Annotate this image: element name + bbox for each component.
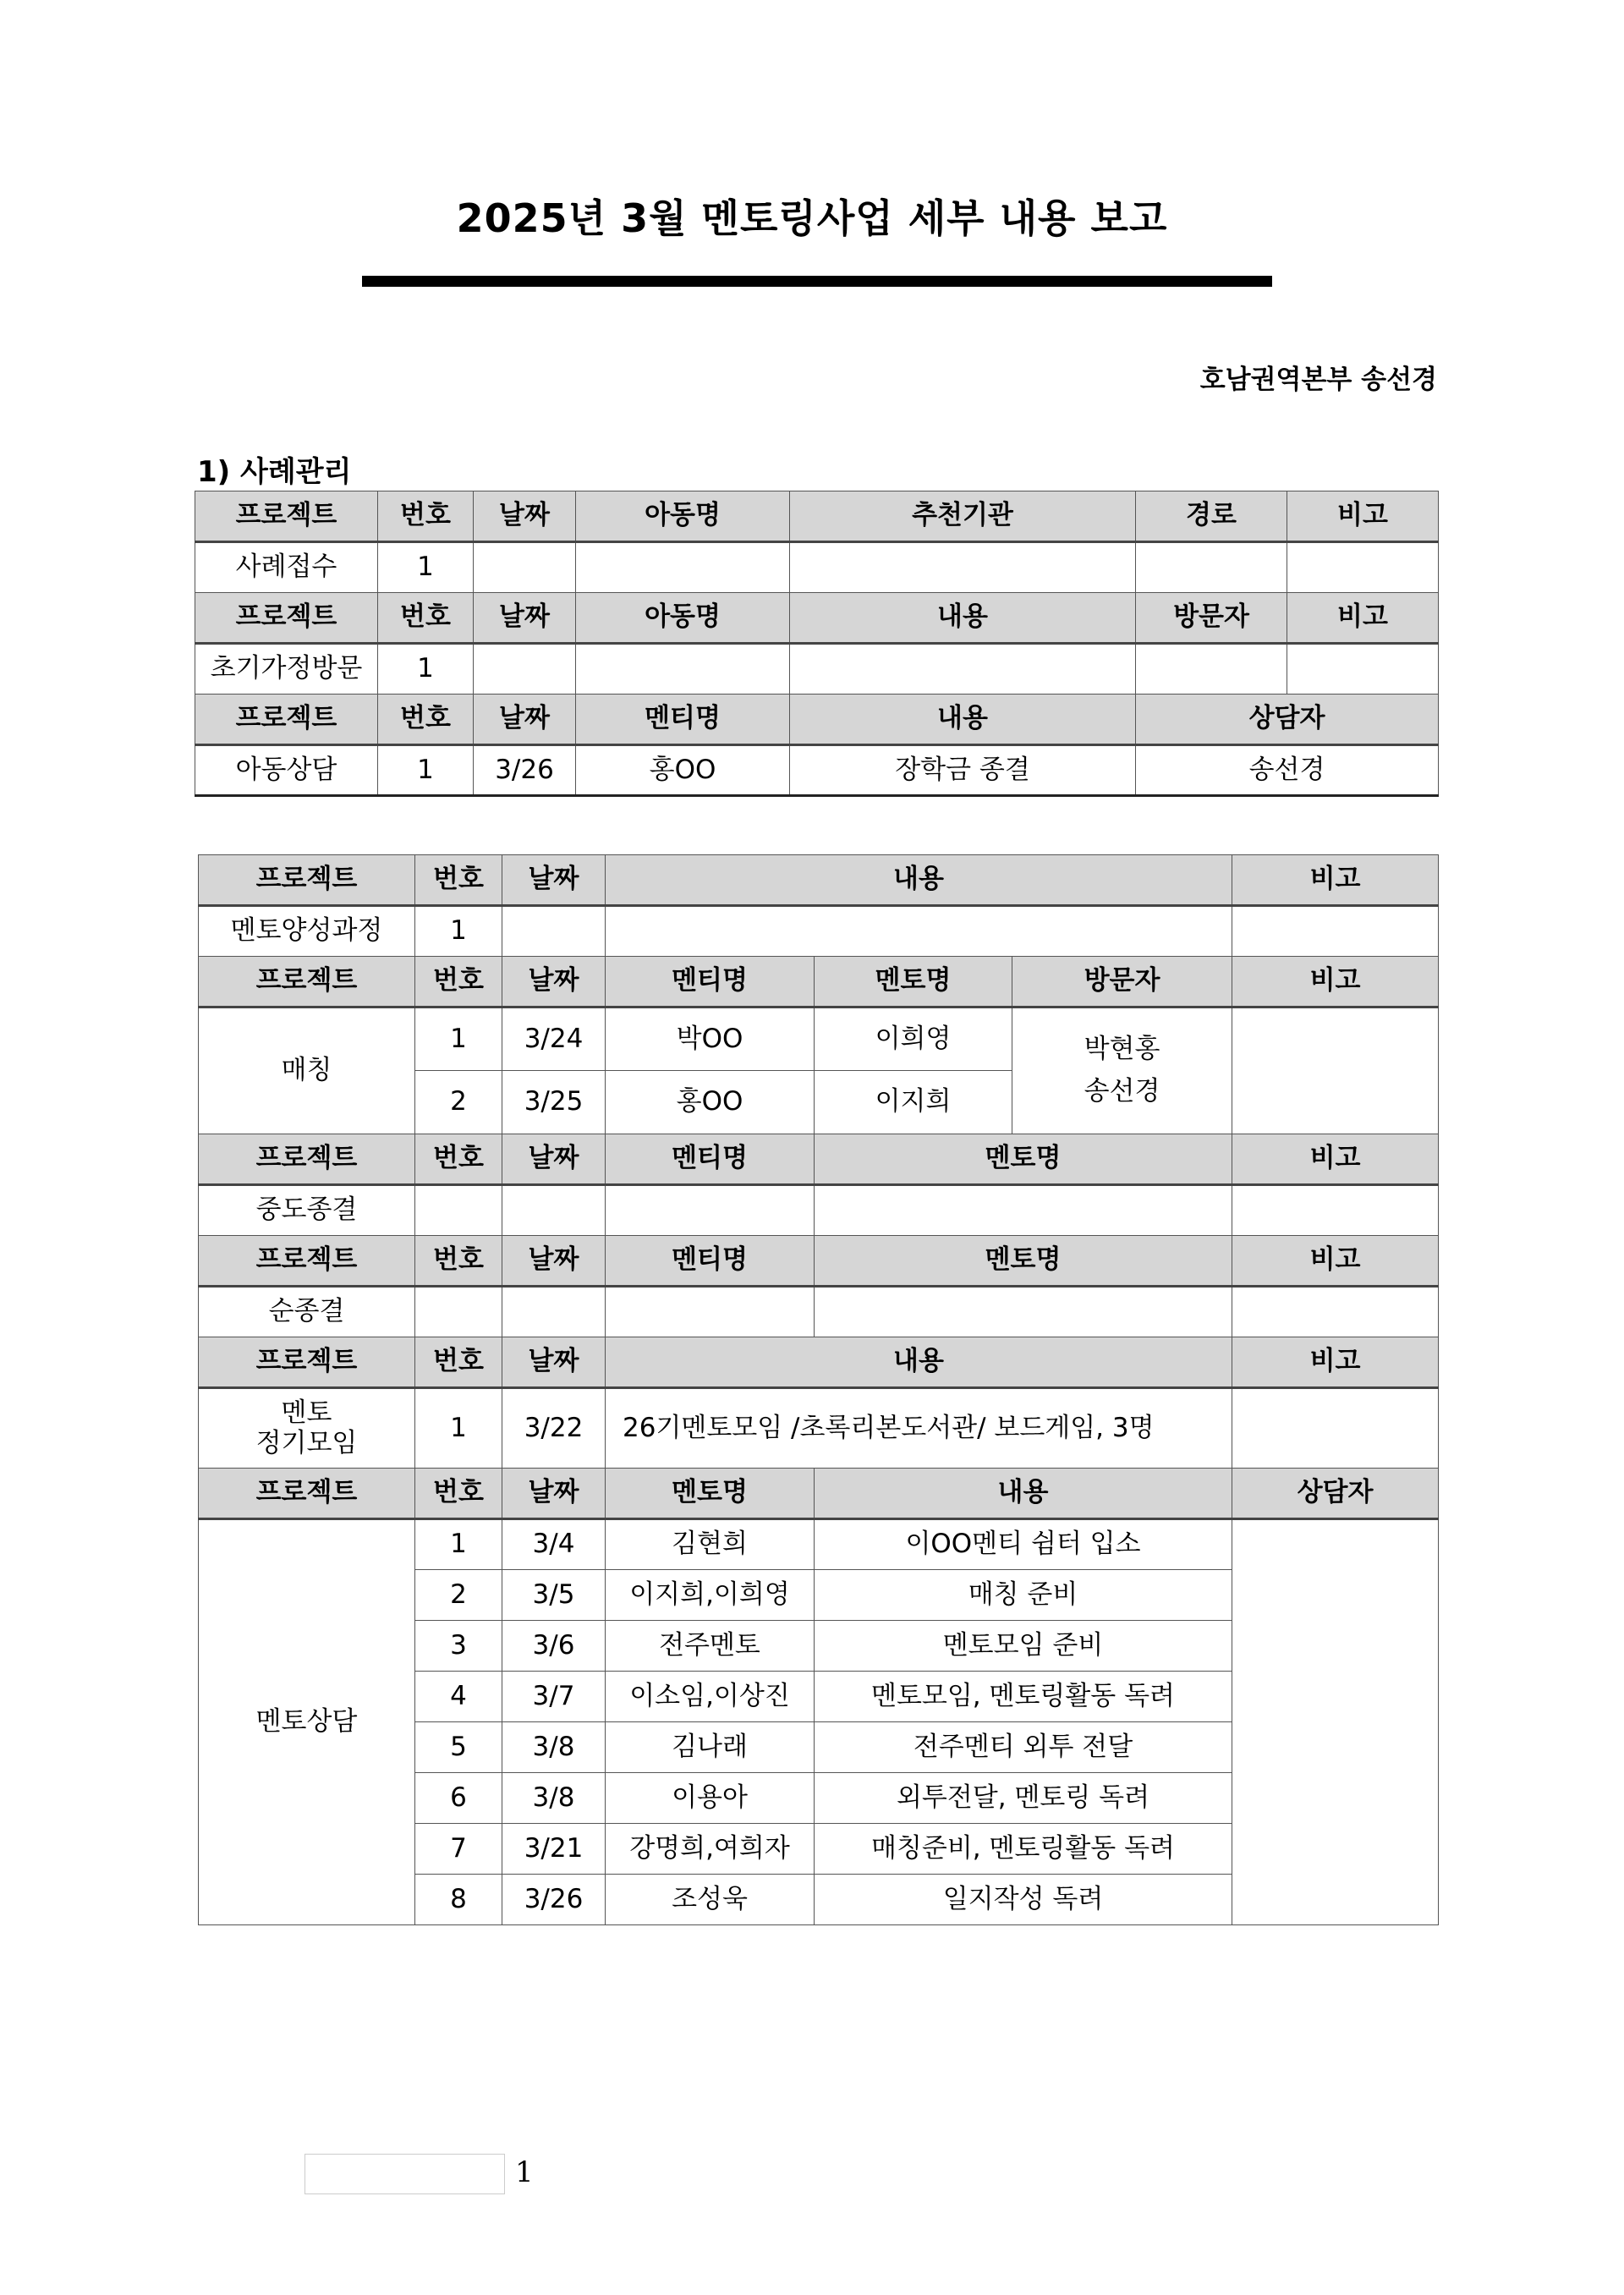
header-cell: 번호 [415, 957, 502, 1007]
table-cell: 1 [378, 745, 474, 796]
header-cell: 멘티명 [606, 1236, 815, 1287]
table-cell [606, 906, 1232, 957]
header-cell: 비고 [1232, 1337, 1439, 1388]
header-cell: 번호 [415, 1134, 502, 1185]
table-cell [606, 1185, 815, 1236]
table-cell: 김나래 [606, 1722, 815, 1773]
table-cell [1232, 906, 1439, 957]
title-underline [362, 276, 1272, 287]
header-cell: 프로젝트 [199, 1134, 415, 1185]
project-line: 멘토 [281, 1397, 332, 1428]
table-cell [1232, 1185, 1439, 1236]
table-cell [502, 1185, 606, 1236]
header-cell: 내용 [815, 1469, 1232, 1519]
table-cell: 이희영 [815, 1007, 1012, 1071]
mentoring-table [198, 854, 1439, 1925]
header-cell: 비고 [1232, 1134, 1439, 1185]
header-cell: 방문자 [1012, 957, 1232, 1007]
table-cell: 3/22 [502, 1388, 606, 1469]
table-cell: 이지희,이희영 [606, 1570, 815, 1621]
header-cell: 프로젝트 [199, 957, 415, 1007]
table-cell: 1 [415, 1519, 502, 1570]
table-cell [576, 542, 790, 593]
table-row [195, 644, 1439, 695]
table-cell: 6 [415, 1773, 502, 1824]
header-cell: 아동명 [576, 593, 790, 644]
page-number: 1 [515, 2155, 534, 2189]
header-cell: 내용 [606, 855, 1232, 906]
header-cell: 프로젝트 [199, 1337, 415, 1388]
table-row [199, 1519, 1439, 1570]
case-management-table [195, 491, 1439, 797]
table-cell [790, 542, 1136, 593]
header-cell: 번호 [415, 1236, 502, 1287]
table-cell: 3/7 [502, 1672, 606, 1722]
header-cell: 비고 [1287, 491, 1439, 542]
table-cell: 3 [415, 1621, 502, 1672]
table-row [199, 1388, 1439, 1469]
header-cell: 날짜 [502, 1236, 606, 1287]
table-cell: 전주멘티 외투 전달 [815, 1722, 1232, 1773]
project-line: 정기모임 [255, 1427, 358, 1458]
table-cell: 이지희 [815, 1071, 1012, 1134]
header-cell: 날짜 [502, 1337, 606, 1388]
table-cell: 1 [378, 542, 474, 593]
table-header-row [195, 695, 1439, 745]
header-cell: 멘토명 [815, 957, 1012, 1007]
table-cell: 송선경 [1136, 745, 1439, 796]
table-header-row [199, 1236, 1439, 1287]
table-cell: 매칭 [199, 1007, 415, 1134]
table-cell: 3/26 [474, 745, 576, 796]
table-cell: 3/26 [502, 1875, 606, 1925]
header-cell: 날짜 [502, 855, 606, 906]
table-cell [1232, 1388, 1439, 1469]
table-cell [815, 1287, 1232, 1337]
table-cell: 일지작성 독려 [815, 1875, 1232, 1925]
table-cell: 외투전달, 멘토링 독려 [815, 1773, 1232, 1824]
table-cell: 3/8 [502, 1722, 606, 1773]
header-cell: 번호 [415, 855, 502, 906]
section-heading: 1) 사례관리 [197, 455, 352, 489]
table-cell [502, 1287, 606, 1337]
header-cell: 프로젝트 [195, 491, 378, 542]
header-cell: 내용 [606, 1337, 1232, 1388]
table-cell: 3/5 [502, 1570, 606, 1621]
table-cell [1136, 644, 1287, 695]
header-cell: 추천기관 [790, 491, 1136, 542]
table-cell: 이소임,이상진 [606, 1672, 815, 1722]
table-row [199, 1185, 1439, 1236]
footer-box [304, 2154, 505, 2194]
header-cell: 날짜 [474, 593, 576, 644]
header-cell: 비고 [1232, 1236, 1439, 1287]
table-cell: 멘토양성과정 [199, 906, 415, 957]
table-cell: 매칭 준비 [815, 1570, 1232, 1621]
table-cell [415, 1287, 502, 1337]
table-header-row [199, 1469, 1439, 1519]
header-cell: 프로젝트 [199, 1469, 415, 1519]
table-cell [606, 1287, 815, 1337]
table-cell: 2 [415, 1071, 502, 1134]
author-line: 호남권역본부 송선경 [1199, 365, 1437, 395]
header-cell: 멘토명 [815, 1236, 1232, 1287]
table-cell: 3/24 [502, 1007, 606, 1071]
header-cell: 멘티명 [576, 695, 790, 745]
table-cell: 강명희,여희자 [606, 1824, 815, 1875]
table-cell: 초기가정방문 [195, 644, 378, 695]
table-cell: 박OO [606, 1007, 815, 1071]
header-cell: 날짜 [502, 957, 606, 1007]
header-cell: 경로 [1136, 491, 1287, 542]
table-cell: 4 [415, 1672, 502, 1722]
table-cell: 1 [415, 1007, 502, 1071]
table-header-row [195, 593, 1439, 644]
header-cell: 프로젝트 [195, 593, 378, 644]
table-cell: 3/4 [502, 1519, 606, 1570]
table-cell: 5 [415, 1722, 502, 1773]
header-cell: 멘토명 [815, 1134, 1232, 1185]
header-cell: 비고 [1287, 593, 1439, 644]
table-cell: 이OO멘티 쉼터 입소 [815, 1519, 1232, 1570]
table-cell: 멘토상담 [199, 1519, 415, 1925]
table-cell: 8 [415, 1875, 502, 1925]
header-cell: 상담자 [1136, 695, 1439, 745]
table-cell [815, 1185, 1232, 1236]
table-row [195, 745, 1439, 796]
table-cell [474, 644, 576, 695]
table-row [195, 542, 1439, 593]
table-cell: 전주멘토 [606, 1621, 815, 1672]
table-cell [1136, 542, 1287, 593]
header-cell: 번호 [415, 1337, 502, 1388]
header-cell: 날짜 [502, 1469, 606, 1519]
table-row [199, 1007, 1439, 1071]
table-header-row [195, 491, 1439, 542]
table-cell: 조성욱 [606, 1875, 815, 1925]
project-cell [199, 1388, 415, 1469]
header-cell: 번호 [378, 491, 474, 542]
table-cell [1232, 1007, 1439, 1134]
table-cell: 3/21 [502, 1824, 606, 1875]
table-cell: 1 [378, 644, 474, 695]
visitor-cell [1012, 1007, 1232, 1134]
table-header-row [199, 855, 1439, 906]
header-cell: 날짜 [474, 491, 576, 542]
table-cell [1287, 644, 1439, 695]
table-cell: 3/25 [502, 1071, 606, 1134]
table-cell [1232, 1519, 1439, 1925]
header-cell: 날짜 [502, 1134, 606, 1185]
header-cell: 방문자 [1136, 593, 1287, 644]
table-cell: 7 [415, 1824, 502, 1875]
table-cell: 매칭준비, 멘토링활동 독려 [815, 1824, 1232, 1875]
table-cell [502, 906, 606, 957]
header-cell: 비고 [1232, 957, 1439, 1007]
table-header-row [199, 957, 1439, 1007]
table-cell: 순종결 [199, 1287, 415, 1337]
header-cell: 상담자 [1232, 1469, 1439, 1519]
table-cell [474, 542, 576, 593]
visitor-name: 송선경 [1084, 1076, 1160, 1106]
table-cell [790, 644, 1136, 695]
table-cell: 26기멘토모임 /초록리본도서관/ 보드게임, 3명 [606, 1388, 1232, 1469]
table-cell: 사례접수 [195, 542, 378, 593]
table-cell [1232, 1287, 1439, 1337]
header-cell: 비고 [1232, 855, 1439, 906]
table-row [199, 906, 1439, 957]
table-cell: 중도종결 [199, 1185, 415, 1236]
table-cell: 멘토모임, 멘토링활동 독려 [815, 1672, 1232, 1722]
table-cell: 1 [415, 906, 502, 957]
table-cell: 2 [415, 1570, 502, 1621]
header-cell: 번호 [378, 593, 474, 644]
header-cell: 번호 [415, 1469, 502, 1519]
header-cell: 날짜 [474, 695, 576, 745]
table-cell [576, 644, 790, 695]
table-cell: 1 [415, 1388, 502, 1469]
header-cell: 프로젝트 [199, 1236, 415, 1287]
table-cell: 장학금 종결 [790, 745, 1136, 796]
table-cell [415, 1185, 502, 1236]
table-cell: 홍OO [576, 745, 790, 796]
header-cell: 멘토명 [606, 1469, 815, 1519]
header-cell: 프로젝트 [199, 855, 415, 906]
table-cell [1287, 542, 1439, 593]
header-cell: 내용 [790, 593, 1136, 644]
header-cell: 멘티명 [606, 1134, 815, 1185]
table-cell: 이용아 [606, 1773, 815, 1824]
table-cell: 아동상담 [195, 745, 378, 796]
header-cell: 멘티명 [606, 957, 815, 1007]
header-cell: 프로젝트 [195, 695, 378, 745]
header-cell: 아동명 [576, 491, 790, 542]
table-header-row [199, 1134, 1439, 1185]
visitor-name: 박현홍 [1084, 1034, 1160, 1065]
table-header-row [199, 1337, 1439, 1388]
table-cell: 3/8 [502, 1773, 606, 1824]
table-cell: 3/6 [502, 1621, 606, 1672]
table-row [199, 1287, 1439, 1337]
page-title: 2025년 3월 멘토링사업 세부 내용 보고 [456, 195, 1168, 241]
table-cell: 김현희 [606, 1519, 815, 1570]
header-cell: 번호 [378, 695, 474, 745]
table-cell: 멘토모임 준비 [815, 1621, 1232, 1672]
header-cell: 내용 [790, 695, 1136, 745]
table-cell: 홍OO [606, 1071, 815, 1134]
